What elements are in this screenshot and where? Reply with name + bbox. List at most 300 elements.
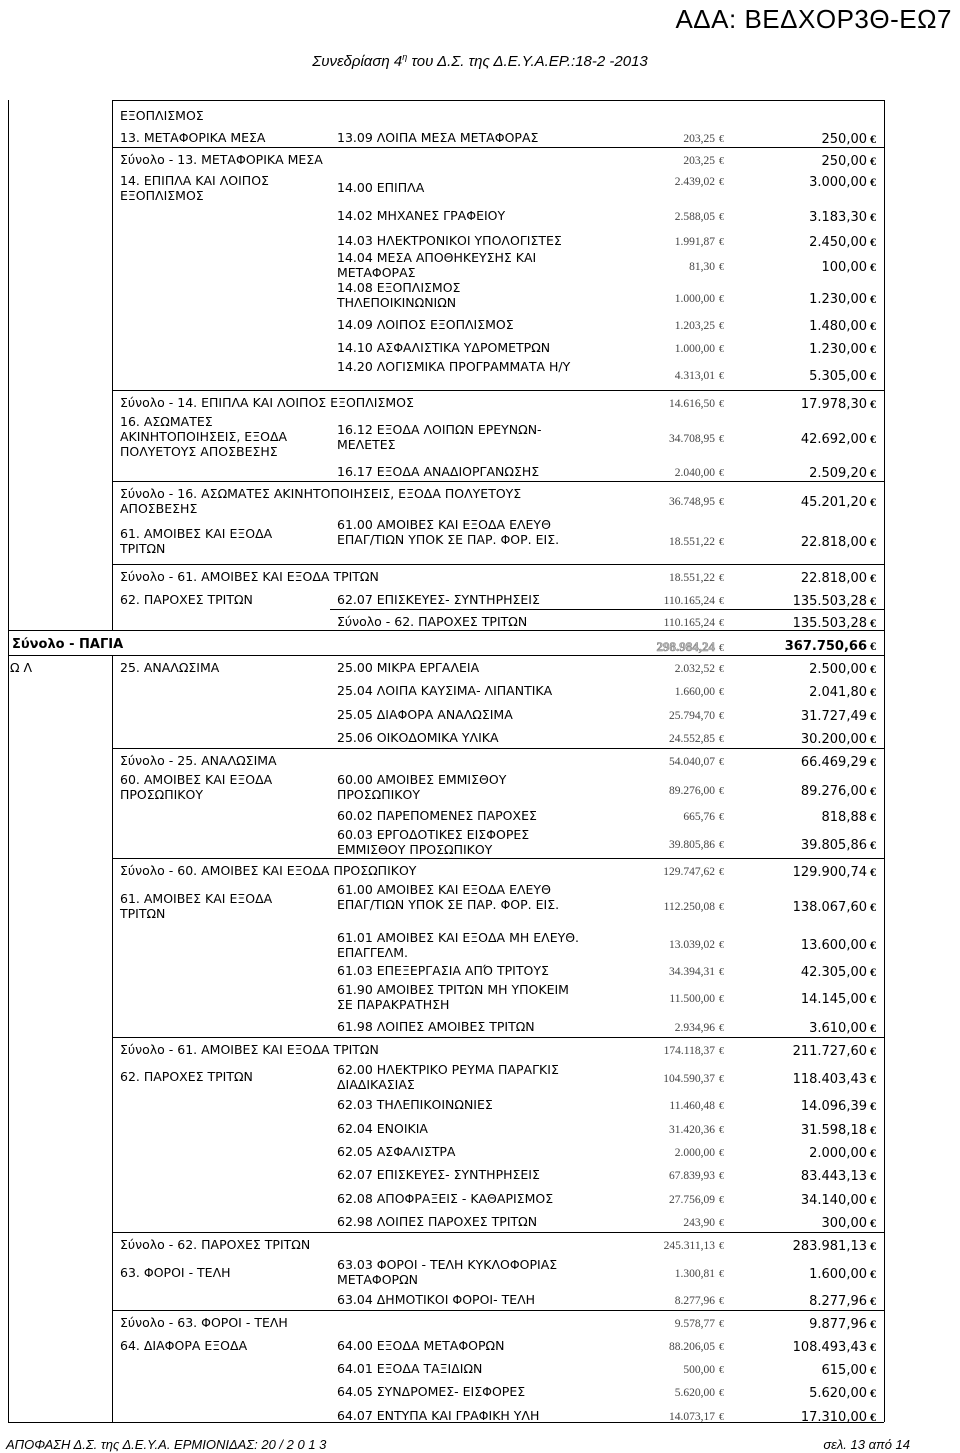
budget-amount xyxy=(746,685,876,700)
euro-icon: € xyxy=(870,1146,876,1160)
budget-amount-value: 22.818,00 xyxy=(800,571,867,586)
previous-year-amount xyxy=(614,1267,724,1282)
previous-year-amount xyxy=(614,260,724,275)
previous-year-amount xyxy=(614,1294,724,1309)
budget-amount-value: 5.305,00 xyxy=(809,369,867,384)
previous-year-amount xyxy=(614,709,724,724)
subtotal-label: Σύνολο - 25. ΑΝΑΛΩΣΙΜΑ xyxy=(120,753,277,768)
previous-year-amount-value: 203,25 xyxy=(683,155,715,167)
previous-year-amount-value: 89.276,00 xyxy=(669,785,715,797)
euro-icon: € xyxy=(870,260,876,274)
budget-amount xyxy=(746,992,876,1007)
euro-icon: € xyxy=(870,732,876,746)
previous-year-amount xyxy=(614,755,724,770)
table-top-border xyxy=(112,100,884,101)
account-label: 64.00 ΕΞΟΔΑ ΜΕΤΑΦΟΡΩΝ xyxy=(337,1338,505,1353)
account-label: 64.01 ΕΞΟΔΑ ΤΑΞΙΔΙΩΝ xyxy=(337,1361,483,1376)
euro-icon: € xyxy=(719,1148,724,1159)
euro-icon: € xyxy=(719,262,724,273)
previous-year-amount xyxy=(614,1216,724,1231)
budget-amount xyxy=(746,571,876,586)
euro-icon: € xyxy=(870,992,876,1006)
subtotal-label: Σύνολο - 62. ΠΑΡΟΧΕΣ ΤΡΙΤΩΝ xyxy=(337,614,528,629)
previous-year-amount-value: 11.460,48 xyxy=(669,1100,715,1112)
euro-icon: € xyxy=(719,786,724,797)
euro-icon: € xyxy=(719,643,724,654)
group-label: 60. ΑΜΟΙΒΕΣ ΚΑΙ ΕΞΟΔΑ ΠΡΟΣΩΠΙΚΟΥ xyxy=(120,772,273,802)
previous-year-amount-value: 2.040,00 xyxy=(674,467,715,479)
previous-year-amount-value: 1.300,81 xyxy=(674,1268,715,1280)
euro-icon: € xyxy=(870,810,876,824)
previous-year-amount xyxy=(614,571,724,586)
euro-icon: € xyxy=(719,294,724,305)
subtotal-rule xyxy=(112,858,884,859)
previous-year-amount xyxy=(614,865,724,880)
account-label: 25.00 ΜΙΚΡΑ ΕΡΓΑΛΕΙΑ xyxy=(337,660,480,675)
budget-amount-value: 367.750,66 xyxy=(784,639,867,654)
euro-icon: € xyxy=(719,711,724,722)
previous-year-amount-value: 31.420,36 xyxy=(669,1124,715,1136)
previous-year-amount xyxy=(614,342,724,357)
group-label: 14. ΕΠΙΠΛΑ ΚΑΙ ΛΟΙΠΟΣ ΕΞΟΠΛΙΣΜΟΣ xyxy=(120,173,269,203)
budget-amount xyxy=(746,495,876,510)
budget-amount xyxy=(746,732,876,747)
euro-icon: € xyxy=(870,965,876,979)
budget-amount-value: 5.620,00 xyxy=(809,1386,867,1401)
euro-icon: € xyxy=(719,994,724,1005)
euro-icon: € xyxy=(719,1412,724,1423)
subtotal-label: Σύνολο - 13. ΜΕΤΑΦΟΡΙΚΑ ΜΕΣΑ xyxy=(120,152,323,167)
euro-icon: € xyxy=(719,344,724,355)
budget-amount-value: 42.305,00 xyxy=(800,965,867,980)
previous-year-amount xyxy=(614,369,724,384)
budget-amount xyxy=(746,900,876,915)
grand-total-label: Σύνολο - ΠΑΓΙΑ xyxy=(12,637,124,652)
account-label: 62.04 ΕΝΟΙΚΙΑ xyxy=(337,1121,428,1136)
account-label: 13.09 ΛΟΙΠΑ ΜΕΣΑ ΜΕΤΑΦΟΡΑΣ xyxy=(337,130,539,145)
budget-amount-value: 1.600,00 xyxy=(809,1267,867,1282)
euro-icon: € xyxy=(870,1386,876,1400)
budget-amount-value: 17.978,30 xyxy=(800,397,867,412)
euro-icon: € xyxy=(870,495,876,509)
budget-amount-value: 135.503,28 xyxy=(792,616,867,631)
euro-icon: € xyxy=(719,812,724,823)
budget-amount-value: 135.503,28 xyxy=(792,594,867,609)
meeting-header xyxy=(0,52,960,70)
euro-icon: € xyxy=(870,175,876,189)
budget-amount xyxy=(746,1146,876,1161)
account-label: 16.17 ΕΞΟΔΑ ΑΝΑΔΙΟΡΓΑΝΩΣΗΣ xyxy=(337,464,540,479)
meeting-sup: η xyxy=(402,52,408,62)
budget-amount-value: 211.727,60 xyxy=(792,1044,867,1059)
account-label: 14.09 ΛΟΙΠΟΣ ΕΞΟΠΛΙΣΜΟΣ xyxy=(337,317,514,332)
account-label: 62.07 ΕΠΙΣΚΕΥΕΣ- ΣΥΝΤΗΡΗΣΕΙΣ xyxy=(337,592,540,607)
budget-amount-value: 13.600,00 xyxy=(800,938,867,953)
euro-icon: € xyxy=(870,1072,876,1086)
budget-amount-value: 31.598,18 xyxy=(800,1123,867,1138)
budget-amount-value: 39.805,86 xyxy=(800,838,867,853)
previous-year-amount xyxy=(614,838,724,853)
budget-amount xyxy=(746,432,876,447)
group-label: ΕΞΟΠΛΙΣΜΟΣ xyxy=(120,108,204,123)
previous-year-amount-value: 13.039,02 xyxy=(669,939,715,951)
account-label: 16.12 ΕΞΟΔΑ ΛΟΙΠΩΝ ΕΡΕΥΝΩΝ- ΜΕΛΕΤΕΣ xyxy=(337,422,542,452)
euro-icon: € xyxy=(719,468,724,479)
euro-icon: € xyxy=(870,1169,876,1183)
previous-year-amount xyxy=(614,175,724,190)
euro-icon: € xyxy=(870,1021,876,1035)
budget-amount xyxy=(746,616,876,631)
previous-year-amount xyxy=(614,639,724,656)
previous-year-amount-value: 81,30 xyxy=(689,261,715,273)
subtotal-rule xyxy=(112,1310,884,1311)
meeting-prefix: Συνεδρίαση 4 xyxy=(312,53,403,70)
previous-year-amount xyxy=(614,154,724,169)
euro-icon: € xyxy=(870,292,876,306)
previous-year-amount-value: 14.616,50 xyxy=(669,398,715,410)
previous-year-amount-value: 88.206,05 xyxy=(669,1341,715,1353)
budget-amount-value: 3.000,00 xyxy=(809,175,867,190)
euro-icon: € xyxy=(719,1023,724,1034)
account-label: 62.07 ΕΠΙΣΚΕΥΕΣ- ΣΥΝΤΗΡΗΣΕΙΣ xyxy=(337,1167,540,1182)
group-label: 62. ΠΑΡΟΧΕΣ ΤΡΙΤΩΝ xyxy=(120,592,253,607)
subtotal-label: Σύνολο - 62. ΠΑΡΟΧΕΣ ΤΡΙΤΩΝ xyxy=(120,1237,311,1252)
previous-year-amount-value: 5.620,00 xyxy=(674,1387,715,1399)
euro-icon: € xyxy=(870,432,876,446)
budget-amount xyxy=(746,154,876,169)
account-label: 61.98 ΛΟΙΠΕΣ ΑΜΟΙΒΕΣ ΤΡΙΤΩΝ xyxy=(337,1019,535,1034)
account-label: 14.02 ΜΗΧΑΝΕΣ ΓΡΑΦΕΙΟΥ xyxy=(337,208,506,223)
euro-icon: € xyxy=(719,434,724,445)
previous-year-amount-value: 18.551,22 xyxy=(669,536,715,548)
euro-icon: € xyxy=(719,1046,724,1057)
euro-icon: € xyxy=(719,177,724,188)
budget-amount xyxy=(746,1169,876,1184)
euro-icon: € xyxy=(870,1410,876,1424)
euro-icon: € xyxy=(870,466,876,480)
euro-icon: € xyxy=(870,1193,876,1207)
budget-amount xyxy=(746,1216,876,1231)
budget-amount-value: 83.443,13 xyxy=(800,1169,867,1184)
euro-icon: € xyxy=(870,838,876,852)
previous-year-amount-value: 2.934,96 xyxy=(674,1022,715,1034)
euro-icon: € xyxy=(870,132,876,146)
euro-icon: € xyxy=(870,1216,876,1230)
euro-icon: € xyxy=(719,134,724,145)
previous-year-amount xyxy=(614,1193,724,1208)
previous-year-amount xyxy=(614,1072,724,1087)
budget-amount-value: 34.140,00 xyxy=(800,1193,867,1208)
previous-year-amount xyxy=(614,466,724,481)
budget-amount-value: 9.877,96 xyxy=(809,1317,867,1332)
budget-amount xyxy=(746,755,876,770)
account-label: 63.04 ΔΗΜΟΤΙΚΟΙ ΦΟΡΟΙ- ΤΕΛΗ xyxy=(337,1292,536,1307)
previous-year-amount xyxy=(614,1146,724,1161)
budget-amount xyxy=(746,1340,876,1355)
previous-year-amount-value: 34.708,95 xyxy=(669,433,715,445)
euro-icon: € xyxy=(870,535,876,549)
euro-icon: € xyxy=(719,1319,724,1330)
previous-year-amount xyxy=(614,810,724,825)
subtotal-label: Σύνολο - 61. ΑΜΟΙΒΕΣ ΚΑΙ ΕΞΟΔΑ ΤΡΙΤΩΝ xyxy=(120,569,379,584)
previous-year-amount-value: 129.747,62 xyxy=(663,866,715,878)
budget-amount-value: 66.469,29 xyxy=(800,755,867,770)
budget-amount xyxy=(746,865,876,880)
account-label: 60.00 ΑΜΟΙΒΕΣ ΕΜΜΙΣΘΟΥ ΠΡΟΣΩΠΙΚΟΥ xyxy=(337,772,507,802)
previous-year-amount xyxy=(614,319,724,334)
subtotal-label: Σύνολο - 60. ΑΜΟΙΒΕΣ ΚΑΙ ΕΞΟΔΑ ΠΡΟΣΩΠΙΚΟΥ xyxy=(120,863,417,878)
subtotal-rule xyxy=(330,609,884,610)
previous-year-amount-value: 1.203,25 xyxy=(674,320,715,332)
previous-year-amount-value: 18.551,22 xyxy=(669,572,715,584)
previous-year-amount-value: 36.748,95 xyxy=(669,496,715,508)
euro-icon: € xyxy=(870,709,876,723)
euro-icon: € xyxy=(719,867,724,878)
euro-icon: € xyxy=(719,156,724,167)
euro-icon: € xyxy=(870,616,876,630)
previous-year-amount xyxy=(614,1410,724,1425)
account-label: 14.00 ΕΠΙΠΛΑ xyxy=(337,180,425,195)
previous-year-amount-value: 110.165,24 xyxy=(663,595,715,607)
account-label: 25.06 ΟΙΚΟΔΟΜΙΚΑ ΥΛΙΚΑ xyxy=(337,730,499,745)
subtotal-rule xyxy=(112,1232,884,1233)
euro-icon: € xyxy=(870,342,876,356)
euro-icon: € xyxy=(870,639,876,653)
euro-icon: € xyxy=(870,1317,876,1331)
budget-amount xyxy=(746,132,876,147)
budget-amount-value: 2.500,00 xyxy=(809,662,867,677)
previous-year-amount xyxy=(614,992,724,1007)
euro-icon: € xyxy=(870,755,876,769)
previous-year-amount xyxy=(614,685,724,700)
group-label: 62. ΠΑΡΟΧΕΣ ΤΡΙΤΩΝ xyxy=(120,1069,253,1084)
budget-amount xyxy=(746,938,876,953)
budget-amount-value: 2.509,20 xyxy=(809,466,867,481)
euro-icon: € xyxy=(870,154,876,168)
account-label: 61.03 ΕΠΕΞΕΡΓΑΣΙΑ ΑΠΌ ΤΡΙΤΟΥΣ xyxy=(337,963,549,978)
previous-year-amount-value: 8.277,96 xyxy=(674,1295,715,1307)
euro-icon: € xyxy=(719,573,724,584)
budget-amount-value: 1.480,00 xyxy=(809,319,867,334)
euro-icon: € xyxy=(870,1044,876,1058)
subtotal-rule xyxy=(112,564,884,565)
previous-year-amount-value: 24.552,85 xyxy=(669,733,715,745)
previous-year-amount-value: 1.000,00 xyxy=(674,343,715,355)
euro-icon: € xyxy=(870,594,876,608)
budget-amount xyxy=(746,594,876,609)
euro-icon: € xyxy=(870,938,876,952)
budget-amount xyxy=(746,342,876,357)
previous-year-amount xyxy=(614,210,724,225)
budget-amount-value: 100,00 xyxy=(821,260,867,275)
euro-icon: € xyxy=(870,685,876,699)
budget-amount xyxy=(746,1386,876,1401)
euro-icon: € xyxy=(870,1123,876,1137)
subtotal-rule xyxy=(112,390,884,391)
previous-year-amount-value: 11.500,00 xyxy=(669,993,715,1005)
previous-year-amount xyxy=(614,1239,724,1254)
budget-amount xyxy=(746,319,876,334)
previous-year-amount-value: 245.311,13 xyxy=(663,1240,715,1252)
account-label: 14.10 ΑΣΦΑΛΙΣΤΙΚΑ ΥΔΡΟΜΕΤΡΩΝ xyxy=(337,340,551,355)
budget-amount-value: 1.230,00 xyxy=(809,292,867,307)
account-label: 61.00 ΑΜΟΙΒΕΣ ΚΑΙ ΕΞΟΔΑ ΕΛΕΥΘ ΕΠΑΓ/ΤΙΩΝ ΥΠΟΚ ΣΕ ΠΑΡ. ΦΟΡ. ΕΙΣ. xyxy=(337,882,560,912)
budget-amount-value: 2.000,00 xyxy=(809,1146,867,1161)
budget-amount xyxy=(746,535,876,550)
budget-amount-value: 1.230,00 xyxy=(809,342,867,357)
euro-icon: € xyxy=(870,1239,876,1253)
table-right-border xyxy=(884,100,885,1422)
euro-icon: € xyxy=(719,1171,724,1182)
group-label: 61. ΑΜΟΙΒΕΣ ΚΑΙ ΕΞΟΔΑ ΤΡΙΤΩΝ xyxy=(120,891,273,921)
previous-year-amount-value: 665,76 xyxy=(683,811,715,823)
budget-amount xyxy=(746,235,876,250)
previous-year-amount-value: 25.794,70 xyxy=(669,710,715,722)
previous-year-amount-value: 1.660,00 xyxy=(674,686,715,698)
account-label: 25.04 ΛΟΙΠΑ ΚΑΥΣΙΜΑ- ΛΙΠΑΝΤΙΚΑ xyxy=(337,683,553,698)
budget-amount-value: 300,00 xyxy=(821,1216,867,1231)
previous-year-amount-value: 112.250,08 xyxy=(663,901,715,913)
previous-year-amount-value: 203,25 xyxy=(683,133,715,145)
previous-year-amount-value: 110.165,24 xyxy=(663,617,715,629)
subtotal-rule xyxy=(112,481,884,482)
budget-amount xyxy=(746,466,876,481)
previous-year-amount xyxy=(614,1169,724,1184)
previous-year-amount xyxy=(614,1044,724,1059)
euro-icon: € xyxy=(870,1099,876,1113)
previous-year-amount-value: 104.590,37 xyxy=(663,1073,715,1085)
previous-year-amount-value: 298.984,24 xyxy=(656,639,715,654)
euro-icon: € xyxy=(719,1296,724,1307)
euro-icon: € xyxy=(870,1267,876,1281)
subtotal-rule xyxy=(112,147,884,148)
previous-year-amount xyxy=(614,732,724,747)
subtotal-label: Σύνολο - 14. ΕΠΙΠΛΑ ΚΑΙ ΛΟΙΠΟΣ ΕΞΟΠΛΙΣΜΟΣ xyxy=(120,395,414,410)
previous-year-amount-value: 174.118,37 xyxy=(663,1045,715,1057)
euro-icon: € xyxy=(719,399,724,410)
previous-year-amount xyxy=(614,1317,724,1332)
account-label: 63.03 ΦΟΡΟΙ - ΤΕΛΗ ΚΥΚΛΟΦΟΡΙΑΣ ΜΕΤΑΦΟΡΩΝ xyxy=(337,1257,558,1287)
budget-amount xyxy=(746,1193,876,1208)
euro-icon: € xyxy=(870,1294,876,1308)
euro-icon: € xyxy=(719,1125,724,1136)
budget-amount-value: 30.200,00 xyxy=(800,732,867,747)
budget-amount xyxy=(746,397,876,412)
euro-icon: € xyxy=(719,237,724,248)
budget-amount-value: 22.818,00 xyxy=(800,535,867,550)
budget-amount-value: 3.183,30 xyxy=(809,210,867,225)
budget-amount-value: 118.403,43 xyxy=(792,1072,867,1087)
account-label: 61.00 ΑΜΟΙΒΕΣ ΚΑΙ ΕΞΟΔΑ ΕΛΕΥΘ ΕΠΑΓ/ΤΙΩΝ ΥΠΟΚ ΣΕ ΠΑΡ. ΦΟΡ. ΕΙΣ. xyxy=(337,517,560,547)
budget-amount xyxy=(746,1363,876,1378)
account-label: 62.03 ΤΗΛΕΠΙΚΟΙΝΩΝΙΕΣ xyxy=(337,1097,493,1112)
euro-icon: € xyxy=(719,967,724,978)
budget-amount-value: 31.727,49 xyxy=(800,709,867,724)
account-label: 60.02 ΠΑΡΕΠΟΜΕΝΕΣ ΠΑΡΟΧΕΣ xyxy=(337,808,537,823)
previous-year-amount-value: 1.000,00 xyxy=(674,293,715,305)
subtotal-label: Σύνολο - 61. ΑΜΟΙΒΕΣ ΚΑΙ ΕΞΟΔΑ ΤΡΙΤΩΝ xyxy=(120,1042,379,1057)
previous-year-amount-value: 2.000,00 xyxy=(674,1147,715,1159)
budget-amount xyxy=(746,1099,876,1114)
euro-icon: € xyxy=(719,757,724,768)
budget-amount xyxy=(746,784,876,799)
previous-year-amount xyxy=(614,535,724,550)
previous-year-amount xyxy=(614,965,724,980)
table-left-border xyxy=(8,100,9,1422)
subtotal-rule xyxy=(112,1037,884,1038)
euro-icon: € xyxy=(719,734,724,745)
euro-icon: € xyxy=(719,664,724,675)
previous-year-amount-value: 243,90 xyxy=(683,1217,715,1229)
previous-year-amount xyxy=(614,900,724,915)
budget-amount-value: 8.277,96 xyxy=(809,1294,867,1309)
budget-amount-value: 3.610,00 xyxy=(809,1021,867,1036)
ada-code: ΑΔΑ: ΒΕΔΧΟΡ3Θ-ΕΩ7 xyxy=(675,4,952,34)
footer-decision: ΑΠΟΦΑΣΗ Δ.Σ. της Δ.Ε.Υ.Α. ΕΡΜΙΟΝΙΔΑΣ: 20 / 2 0 1 3 xyxy=(6,1437,327,1452)
previous-year-amount xyxy=(614,292,724,307)
budget-amount-value: 14.145,00 xyxy=(800,992,867,1007)
budget-amount xyxy=(746,810,876,825)
previous-year-amount-value: 14.073,17 xyxy=(669,1411,715,1423)
previous-year-amount xyxy=(614,235,724,250)
previous-year-amount-value: 39.805,86 xyxy=(669,839,715,851)
euro-icon: € xyxy=(719,1241,724,1252)
budget-amount xyxy=(746,369,876,384)
euro-icon: € xyxy=(870,662,876,676)
budget-amount xyxy=(746,260,876,275)
previous-year-amount-value: 2.439,02 xyxy=(674,176,715,188)
previous-year-amount xyxy=(614,1363,724,1378)
subtotal-rule xyxy=(112,748,884,749)
euro-icon: € xyxy=(719,940,724,951)
account-label: 14.03 ΗΛΕΚΤΡΟΝΙΚΟΙ ΥΠΟΛΟΓΙΣΤΕΣ xyxy=(337,233,562,248)
euro-icon: € xyxy=(870,235,876,249)
previous-year-amount-value: 54.040,07 xyxy=(669,756,715,768)
account-label: 14.20 ΛΟΓΙΣΜΙΚΑ ΠΡΟΓΡΑΜΜΑΤΑ Η/Υ xyxy=(337,359,571,374)
euro-icon: € xyxy=(719,1195,724,1206)
group-label: 61. ΑΜΟΙΒΕΣ ΚΑΙ ΕΞΟΔΑ ΤΡΙΤΩΝ xyxy=(120,526,273,556)
subtotal-label: Σύνολο - 63. ΦΟΡΟΙ - ΤΕΛΗ xyxy=(120,1315,288,1330)
account-label: 14.04 ΜΕΣΑ ΑΠΟΘΗΚΕΥΣΗΣ ΚΑΙ ΜΕΤΑΦΟΡΑΣ xyxy=(337,250,537,280)
budget-amount-value: 283.981,13 xyxy=(792,1239,867,1254)
budget-amount-value: 45.201,20 xyxy=(800,495,867,510)
budget-amount-value: 2.041,80 xyxy=(809,685,867,700)
group-label: 25. ΑΝΑΛΩΣΙΜΑ xyxy=(120,660,220,675)
budget-amount xyxy=(746,1294,876,1309)
euro-icon: € xyxy=(719,1388,724,1399)
budget-amount-value: 129.900,74 xyxy=(792,865,867,880)
previous-year-amount xyxy=(614,662,724,677)
previous-year-amount-value: 67.839,93 xyxy=(669,1170,715,1182)
account-label: 61.90 ΑΜΟΙΒΕΣ ΤΡΙΤΩΝ ΜΗ ΥΠΟΚΕΙΜ ΣΕ ΠΑΡΑΚΡΑΤΗΣΗ xyxy=(337,982,569,1012)
budget-amount-value: 818,88 xyxy=(821,810,867,825)
budget-amount xyxy=(746,1410,876,1425)
euro-icon: € xyxy=(870,865,876,879)
budget-amount xyxy=(746,1239,876,1254)
account-label: 62.08 ΑΠΟΦΡΑΞΕΙΣ - ΚΑΘΑΡΙΣΜΟΣ xyxy=(337,1191,554,1206)
previous-year-amount xyxy=(614,1340,724,1355)
account-label: 61.01 ΑΜΟΙΒΕΣ ΚΑΙ ΕΞΟΔΑ ΜΗ ΕΛΕΥΘ. ΕΠΑΓΓΕΛΜ. xyxy=(337,930,580,960)
budget-amount-value: 615,00 xyxy=(821,1363,867,1378)
grand-total-bottom xyxy=(8,655,884,656)
section-label: Ω Λ xyxy=(10,660,33,675)
previous-year-amount xyxy=(614,432,724,447)
account-label: 62.00 ΗΛΕΚΤΡΙΚΟ ΡΕΥΜΑ ΠΑΡΑΓΚΙΣ ΔΙΑΔΙΚΑΣΙΑΣ xyxy=(337,1062,559,1092)
previous-year-amount-value: 9.578,77 xyxy=(674,1318,715,1330)
section-divider-lower xyxy=(112,655,113,1422)
previous-year-amount xyxy=(614,1123,724,1138)
budget-amount xyxy=(746,1317,876,1332)
